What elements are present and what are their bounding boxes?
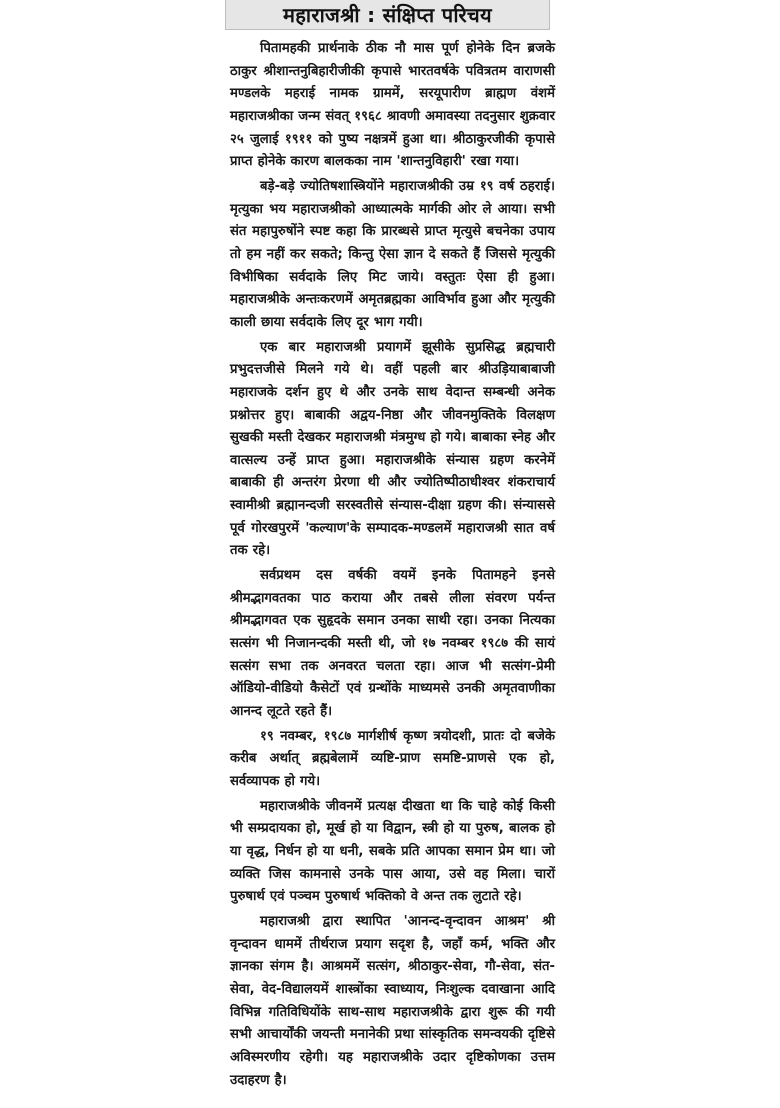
page-title: महाराजश्री : संक्षिप्त परिचय (283, 3, 492, 27)
paragraph-prayag: एक बार महाराजश्री प्रयागमें झूसीके सुप्रसिद्ध ब्रह्मचारी प्रभुदत्तजीसे मिलने गये थे। वहीं पहली बार श्रीउड़ियाबाबाजी महाराजके दर्शन हुए थे और उनके साथ वेदान्त सम्बन्धी अनेक प्रश्नोत्तर हुए। बाबाकी अद्वय-निष्ठा और जीवनमुक्तिके विलक्षण सुखकी मस्ती देखकर महाराजश्री मंत्रमुग्ध हो गये। बाबाका स्नेह और वात्सल्य उन्हें प्राप्त हुआ। महाराजश्रीके संन्यास ग्रहण करनेमें बाबाकी ही अन्तरंग प्रेरणा थी और ज्योतिष्पीठाधीश्वर शंकराचार्य स्वामीश्री ब्रह्मानन्दजी सरस्वतीसे संन्यास-दीक्षा ग्रहण की। संन्याससे पूर्व गोरखपुरमें 'कल्याण'के सम्पादक-मण्डलमें महाराजश्री सात वर्ष तक रहे। (230, 339, 556, 559)
paragraph-birth: पितामहकी प्रार्थनाके ठीक नौ मास पूर्ण होनेके दिन ब्रजके ठाकुर श्रीशान्तनुबिहारीजीकी कृपासे भारतवर्षके पवित्रतम वाराणसी मण्डलके महराई नामक ग्राममें, सरयूपारीण ब्राह्मण वंशमें महाराजश्रीका जन्म संवत् १९६८ श्रावणी अमावस्या तदनुसार शुक्रवार २५ जुलाई १९११ को पुष्य नक्षत्रमें हुआ था। श्रीठाकुरजीकी कृपासे प्राप्त होनेके कारण बालकका नाम 'शान्तनुविहारी' रखा गया। (230, 41, 555, 170)
paragraph-ashram: महाराजश्री द्वारा स्थापित 'आनन्द-वृन्दावन आश्रम' श्री वृन्दावन धाममें तीर्थराज प्रयाग सदृश है, जहाँ कर्म, भक्ति और ज्ञानका संगम है। आश्रममें सत्संग, श्रीठाकुर-सेवा, गौ-सेवा, संत-सेवा, वेद-विद्यालयमें शास्त्रोंका स्वाध्याय, निःशुल्क दवाखाना आदि विभिन्न गतिविधियोंके साथ-साथ महाराजश्रीके द्वारा शुरू की गयी सभी आचार्योंकी जयन्ती मनानेकी प्रथा सांस्कृतिक समन्वयकी दृष्टिसे अविस्मरणीय रहेगी। यह महाराजश्रीके उदार दृष्टिकोणका उत्तम उदाहरण है। (230, 913, 555, 1088)
article-body (230, 38, 555, 1092)
paragraph-astrology: बड़े-बड़े ज्योतिषशास्त्रियोंने महाराजश्रीकी उम्र १९ वर्ष ठहराई। मृत्युका भय महाराजश्रीको आध्यात्मके मार्गकी ओर ले आया। सभी संत महापुरुषोंने स्पष्ट कहा कि प्रारब्धसे प्राप्त मृत्युसे बचनेका उपाय तो हम नहीं कर सकते; किन्तु ऐसा ज्ञान दे सकते हैं जिससे मृत्युकी विभीषिका सर्वदाके लिए मिट जाये। वस्तुतः ऐसा ही हुआ। महाराजश्रीके अन्तःकरणमें अमृतब्रह्मका आविर्भाव हुआ और मृत्युकी काली छाया सर्वदाके लिए दूर भाग गयी। (230, 178, 555, 330)
paragraph-bhagavat: सर्वप्रथम दस वर्षकी वयमें इनके पितामहने इनसे श्रीमद्भागवतका पाठ कराया और तबसे लीला संवरण पर्यन्त श्रीमद्भागवत एक सुहृदके समान उनका साथी रहा। उनका नित्यका सत्संग भी निजानन्दकी मस्ती थी, जो १७ नवम्बर १९८७ की सायं सत्संग सभा तक अनवरत चलता रहा। आज भी सत्संग-प्रेमी ऑडियो-वीडियो कैसेटों एवं ग्रन्थोंके माध्यमसे उनकी अमृतवाणीका आनन्द लूटते रहते हैं। (230, 568, 555, 720)
paragraph-departure: १९ नवम्बर, १९८७ मार्गशीर्ष कृष्ण त्रयोदशी, प्रातः दो बजेके करीब अर्थात् ब्रह्मबेलामें व्यष्टि-प्राण समष्टि-प्राणसे एक हो, सर्वव्यापक हो गये। (230, 728, 555, 789)
paragraph-equal-love: महाराजश्रीके जीवनमें प्रत्यक्ष दीखता था कि चाहे कोई किसी भी सम्प्रदायका हो, मूर्ख हो या विद्वान, स्त्री हो या पुरुष, बालक हो या वृद्ध, निर्धन हो या धनी, सबके प्रति आपका समान प्रेम था। जो व्यक्ति जिस कामनासे उनके पास आया, उसे वह मिला। चारों पुरुषार्थ एवं पञ्चम पुरुषार्थ भक्तिको वे अन्त तक लुटाते रहे। (230, 798, 555, 905)
